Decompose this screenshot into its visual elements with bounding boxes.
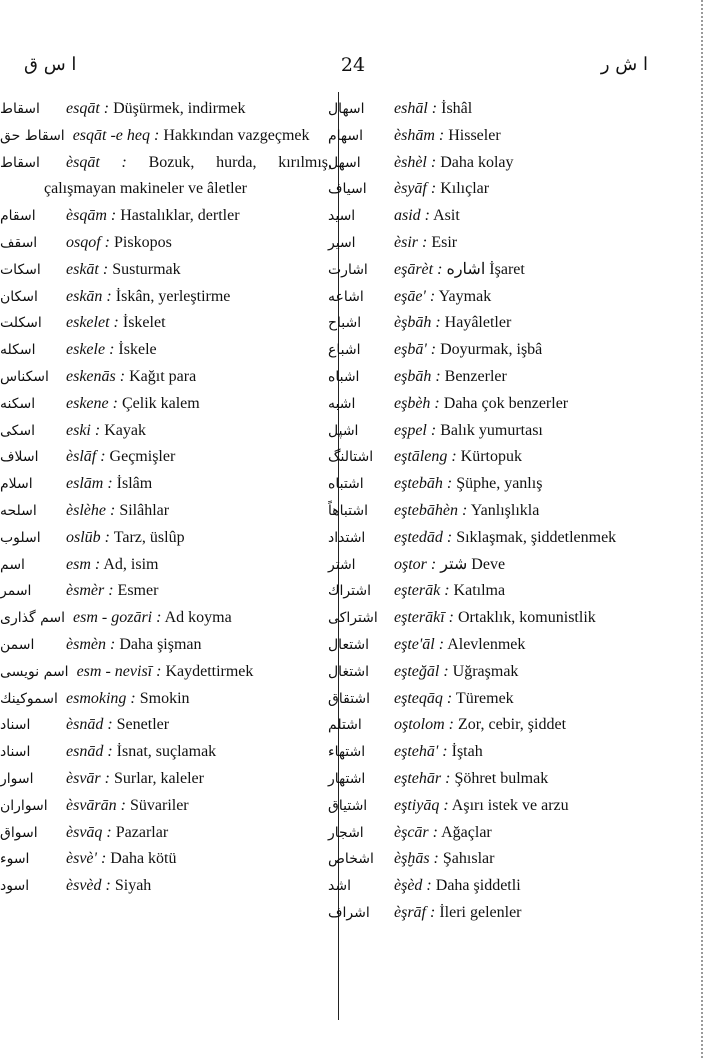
transliteration: eski : (66, 421, 101, 439)
transliteration: esm - nevisī : (76, 662, 162, 680)
transliteration: asid : (394, 207, 430, 225)
transliteration: èşrāf : (394, 903, 436, 921)
dictionary-entry (0, 96, 332, 123)
transliteration: esm : (66, 555, 101, 573)
dictionary-entry (328, 686, 650, 713)
arabic-headword: اشتياق (328, 797, 368, 814)
dictionary-entry (0, 846, 332, 873)
transliteration: eşbā' : (394, 341, 437, 359)
meaning: Daha şiddetli (435, 877, 521, 895)
meaning: İsnat, suçlamak (116, 743, 217, 761)
dictionary-entry (0, 525, 332, 552)
dictionary-entry (328, 418, 650, 445)
dictionary-entry (328, 391, 650, 418)
transliteration: eşpel : (394, 421, 437, 439)
arabic-headword: اشبه (328, 395, 356, 412)
arabic-headword: اسواران (0, 797, 48, 814)
transliteration: eştebāh : (394, 475, 453, 493)
meaning: Yanlışlıkla (470, 501, 540, 519)
transliteration: esqāt -e heq : (72, 126, 160, 144)
dictionary-entry (328, 123, 650, 150)
arabic-headword: اشتراكى (328, 610, 378, 627)
dictionary-entry (328, 471, 650, 498)
meaning: Uğraşmak (452, 662, 519, 680)
dictionary-entry (328, 846, 650, 873)
dictionary-entry (328, 766, 650, 793)
transliteration: èsqāt : (66, 153, 127, 171)
arabic-headword: اشخاص (328, 851, 374, 868)
arabic-headword: اسلام (0, 476, 33, 493)
meaning: Ad koyma (164, 609, 232, 627)
meaning: Şöhret bulmak (454, 769, 549, 787)
transliteration: esmoking : (66, 689, 136, 707)
meaning: Kayak (104, 421, 146, 439)
dictionary-entry (0, 284, 332, 311)
dictionary-entry (328, 820, 650, 847)
dictionary-entry (0, 552, 332, 579)
dictionary-entry (328, 337, 650, 364)
transliteration: eştedād : (394, 528, 453, 546)
meaning: Şüphe, yanlış (456, 475, 543, 493)
meaning: شتر Deve (440, 555, 506, 573)
transliteration: èsnād : (66, 716, 113, 734)
arabic-headword: اشد (328, 878, 351, 895)
arabic-headword: اشاعه (328, 288, 364, 305)
arabic-headword: اسهام (328, 127, 364, 144)
dictionary-entry (0, 686, 332, 713)
transliteration: eşterākī : (394, 609, 454, 627)
dictionary-entry (328, 230, 650, 257)
meaning: Hayâletler (444, 314, 512, 332)
arabic-headword: اشتعال (328, 636, 370, 653)
transliteration: eştāleng : (394, 448, 457, 466)
arabic-headword: اشجار (328, 824, 364, 841)
transliteration: eskāt : (66, 260, 109, 278)
dictionary-entry (0, 605, 332, 632)
meaning: İleri gelenler (439, 903, 522, 921)
dictionary-entry (0, 873, 332, 900)
arabic-headword: اسقام (0, 208, 36, 225)
transliteration: èsmèr : (66, 582, 114, 600)
meaning: Doyurmak, işbâ (440, 341, 543, 359)
arabic-headword: اسوء (0, 851, 30, 868)
dictionary-entry (328, 203, 650, 230)
dictionary-entry (0, 123, 332, 150)
transliteration: èsvèd : (66, 877, 111, 895)
meaning: İskân, yerleştirme (115, 287, 231, 305)
right-column (328, 96, 650, 927)
dictionary-entry (328, 605, 650, 632)
meaning: İskelet (122, 314, 166, 332)
dictionary-entry (0, 578, 332, 605)
arabic-headword: اسلوب (0, 529, 41, 546)
transliteration: eslām : (66, 475, 113, 493)
meaning: Ortaklık, komunistlik (457, 609, 596, 627)
arabic-headword: اشتلم (328, 717, 362, 734)
transliteration: èsvè' : (66, 850, 107, 868)
dictionary-entry (0, 444, 332, 471)
meaning: Ad, isim (103, 555, 159, 573)
page-header (0, 54, 706, 84)
dictionary-entry (328, 659, 650, 686)
meaning: Süvariler (129, 796, 189, 814)
arabic-headword: اشتراك (328, 583, 371, 600)
transliteration: oştolom : (394, 716, 454, 734)
meaning: Çelik kalem (121, 394, 200, 412)
dictionary-entry (0, 230, 332, 257)
dictionary-entry (0, 203, 332, 230)
arabic-headword: اسقاط حق (0, 127, 65, 144)
transliteration: eşbāh : (394, 367, 441, 385)
arabic-headword: اشباح (328, 315, 362, 332)
arabic-headword: اسناد (0, 717, 31, 734)
meaning: Piskopos (114, 233, 172, 251)
transliteration: eşteğāl : (394, 662, 449, 680)
left-column (0, 96, 332, 900)
dictionary-entry (328, 284, 650, 311)
arabic-headword: اسهال (328, 101, 365, 117)
dictionary-entry (0, 471, 332, 498)
dictionary-entry (0, 364, 332, 391)
meaning: Balık yumurtası (440, 421, 543, 439)
meaning: Asit (433, 207, 460, 225)
arabic-headword: اشباه (328, 368, 360, 385)
arabic-headword: اشتالنگ (328, 449, 374, 466)
arabic-headword: اسكلت (0, 315, 42, 332)
dictionary-entry (328, 900, 650, 927)
meaning: Kaydettirmek (165, 662, 254, 680)
transliteration: eşāe' : (394, 287, 436, 305)
transliteration: eşterāk : (394, 582, 450, 600)
dictionary-entry (0, 498, 332, 525)
transliteration: eştiyāq : (394, 796, 449, 814)
transliteration: eskene : (66, 394, 118, 412)
meaning: İştah (451, 743, 483, 761)
arabic-headword: اسهل (328, 154, 361, 171)
meaning: Susturmak (112, 260, 181, 278)
dictionary-entry (328, 444, 650, 471)
transliteration: eştebāhèn : (394, 501, 468, 519)
arabic-headword: اسموكينك (0, 690, 58, 707)
dictionary-entry (328, 150, 650, 177)
meaning: Silâhlar (119, 501, 170, 519)
dictionary-entry (328, 176, 650, 203)
arabic-headword: اسم (0, 556, 25, 573)
transliteration: osqof : (66, 233, 110, 251)
meaning: İslâm (116, 475, 153, 493)
arabic-headword: اسكان (0, 288, 38, 305)
transliteration: eskenās : (66, 367, 126, 385)
arabic-headword: اشتباهاً (328, 502, 368, 519)
page-edge-dots (701, 0, 703, 1058)
dictionary-entry (0, 150, 332, 204)
transliteration: èsyāf : (394, 180, 437, 198)
arabic-headword: اسوار (0, 770, 34, 787)
transliteration: èşèd : (394, 877, 432, 895)
dictionary-entry (328, 739, 650, 766)
transliteration: eskele : (66, 341, 115, 359)
dictionary-entry (328, 310, 650, 337)
dictionary-entry (0, 739, 332, 766)
dictionary-entry (0, 659, 332, 686)
arabic-headword: اسقاط (0, 154, 40, 171)
meaning: Sıklaşmak, şiddetlenmek (456, 528, 617, 546)
arabic-headword: اشتباه (328, 476, 364, 493)
arabic-headword: اسود (0, 878, 30, 895)
meaning: Tarz, üslûp (113, 528, 185, 546)
arabic-headword: اسكى (0, 422, 36, 439)
meaning: Surlar, kaleler (113, 769, 204, 787)
transliteration: èslèhe : (66, 501, 116, 519)
dictionary-entry (328, 498, 650, 525)
dictionary-entry (328, 364, 650, 391)
transliteration: eştehā' : (394, 743, 448, 761)
dictionary-entry (328, 552, 650, 579)
arabic-headword: اسم نويسى (0, 663, 69, 680)
transliteration: èslāf : (66, 448, 106, 466)
transliteration: eşte'āl : (394, 635, 445, 653)
transliteration: èşbāh : (394, 314, 441, 332)
transliteration: esnād : (66, 743, 113, 761)
meaning: Türemek (455, 689, 514, 707)
transliteration: èsvārān : (66, 796, 126, 814)
arabic-headword: اشتغال (328, 663, 370, 680)
arabic-headword: اسياف (328, 181, 367, 198)
meaning: Geçmişler (109, 448, 176, 466)
transliteration: èsvār : (66, 769, 110, 787)
arabic-headword: اسلحه (0, 502, 37, 519)
transliteration: oştor : (394, 555, 437, 573)
transliteration: èshām : (394, 126, 445, 144)
page-number: 24 (340, 54, 366, 76)
meaning: Esir (431, 233, 458, 251)
meaning: Senetler (116, 716, 170, 734)
meaning: Düşürmek, indirmek (113, 100, 246, 117)
transliteration: èsir : (394, 233, 428, 251)
dictionary-entry (328, 632, 650, 659)
meaning: Ağaçlar (441, 823, 492, 841)
arabic-headword: اسيد (328, 208, 356, 225)
arabic-headword: اسكناس (0, 368, 49, 385)
arabic-headword: اسقف (0, 234, 38, 251)
dictionary-entry (328, 873, 650, 900)
transliteration: eştehār : (394, 769, 451, 787)
dictionary-entry (0, 712, 332, 739)
meaning: Yaymak (438, 287, 492, 305)
meaning: Siyah (114, 877, 152, 895)
dictionary-entry (328, 712, 650, 739)
arabic-headword: اسمن (0, 636, 35, 653)
dictionary-entry (0, 793, 332, 820)
arabic-headword: اشراف (328, 904, 370, 921)
meaning: Aşırı istek ve arzu (451, 796, 569, 814)
meaning: Hakkından vazgeçmek (163, 126, 310, 144)
meaning: İskele (118, 341, 157, 359)
meaning: Bozuk, hurda, kırılmış, çalışmayan makineler ve âletler (44, 153, 332, 198)
arabic-headword: اسلاف (0, 449, 39, 466)
dictionary-entry (328, 578, 650, 605)
meaning: Pazarlar (115, 823, 169, 841)
dictionary-entry (0, 310, 332, 337)
arabic-headword: اسكات (0, 261, 41, 278)
meaning: Hastalıklar, dertler (120, 207, 240, 225)
arabic-headword: اشتداد (328, 529, 366, 546)
dictionary-entry (0, 391, 332, 418)
dictionary-entry (328, 257, 650, 284)
meaning: Zor, cebir, şiddet (458, 716, 567, 734)
dictionary-entry (328, 525, 650, 552)
transliteration: esm - gozāri : (73, 609, 162, 627)
meaning: Kılıçlar (440, 180, 490, 198)
arabic-headword: اسم گذارى (0, 610, 66, 627)
dictionary-entry (0, 632, 332, 659)
transliteration: eşārèt : (394, 260, 443, 278)
transliteration: èsvāq : (66, 823, 112, 841)
arabic-headword: اشباع (328, 342, 361, 359)
dictionary-entry (0, 766, 332, 793)
arabic-headword: اشپل (328, 422, 359, 439)
arabic-headword: اسناد (0, 744, 31, 761)
meaning: Benzerler (444, 367, 507, 385)
transliteration: èşḫās : (394, 850, 439, 868)
meaning: Daha şişman (119, 635, 202, 653)
arabic-headword: اشتر (328, 556, 356, 573)
meaning: Daha çok benzerler (443, 394, 569, 412)
arabic-headword: اسقاط (0, 101, 40, 117)
dictionary-entry (0, 337, 332, 364)
meaning: Esmer (117, 582, 159, 600)
meaning: Kürtopuk (460, 448, 522, 466)
arabic-headword: اسكله (0, 342, 36, 359)
header-left-letters: ا س ق (24, 54, 77, 75)
arabic-headword: اشارت (328, 261, 368, 278)
transliteration: èşcār : (394, 823, 438, 841)
arabic-headword: اشتقاق (328, 690, 371, 707)
dictionary-entry (0, 820, 332, 847)
transliteration: eskelet : (66, 314, 119, 332)
meaning: Daha kötü (110, 850, 177, 868)
meaning: Alevlenmek (447, 635, 526, 653)
transliteration: èsqām : (66, 207, 117, 225)
meaning: اشاره İşaret (446, 260, 525, 278)
arabic-headword: اسمر (0, 583, 32, 600)
transliteration: èshèl : (394, 153, 437, 171)
meaning: Daha kolay (440, 153, 514, 171)
dictionary-entry (0, 418, 332, 445)
transliteration: oslūb : (66, 528, 110, 546)
transliteration: esqāt : (66, 100, 110, 117)
arabic-headword: اشتهار (328, 770, 366, 787)
meaning: İshâl (441, 100, 473, 117)
arabic-headword: اشتهاء (328, 744, 366, 761)
meaning: Katılma (453, 582, 506, 600)
transliteration: eşbèh : (394, 394, 440, 412)
arabic-headword: اسواق (0, 824, 38, 841)
meaning: Şahıslar (442, 850, 495, 868)
transliteration: eskān : (66, 287, 112, 305)
dictionary-entry (328, 793, 650, 820)
dictionary-entry (0, 257, 332, 284)
arabic-headword: اسكنه (0, 395, 36, 412)
header-right-letters: ا ش ر (600, 54, 648, 75)
arabic-headword: اسير (328, 234, 356, 251)
meaning: Smokin (139, 689, 190, 707)
dictionary-entry (328, 96, 650, 123)
transliteration: èsmèn : (66, 635, 116, 653)
transliteration: eşteqāq : (394, 689, 453, 707)
meaning: Hisseler (448, 126, 501, 144)
transliteration: eshāl : (394, 100, 438, 117)
meaning: Kağıt para (129, 367, 197, 385)
